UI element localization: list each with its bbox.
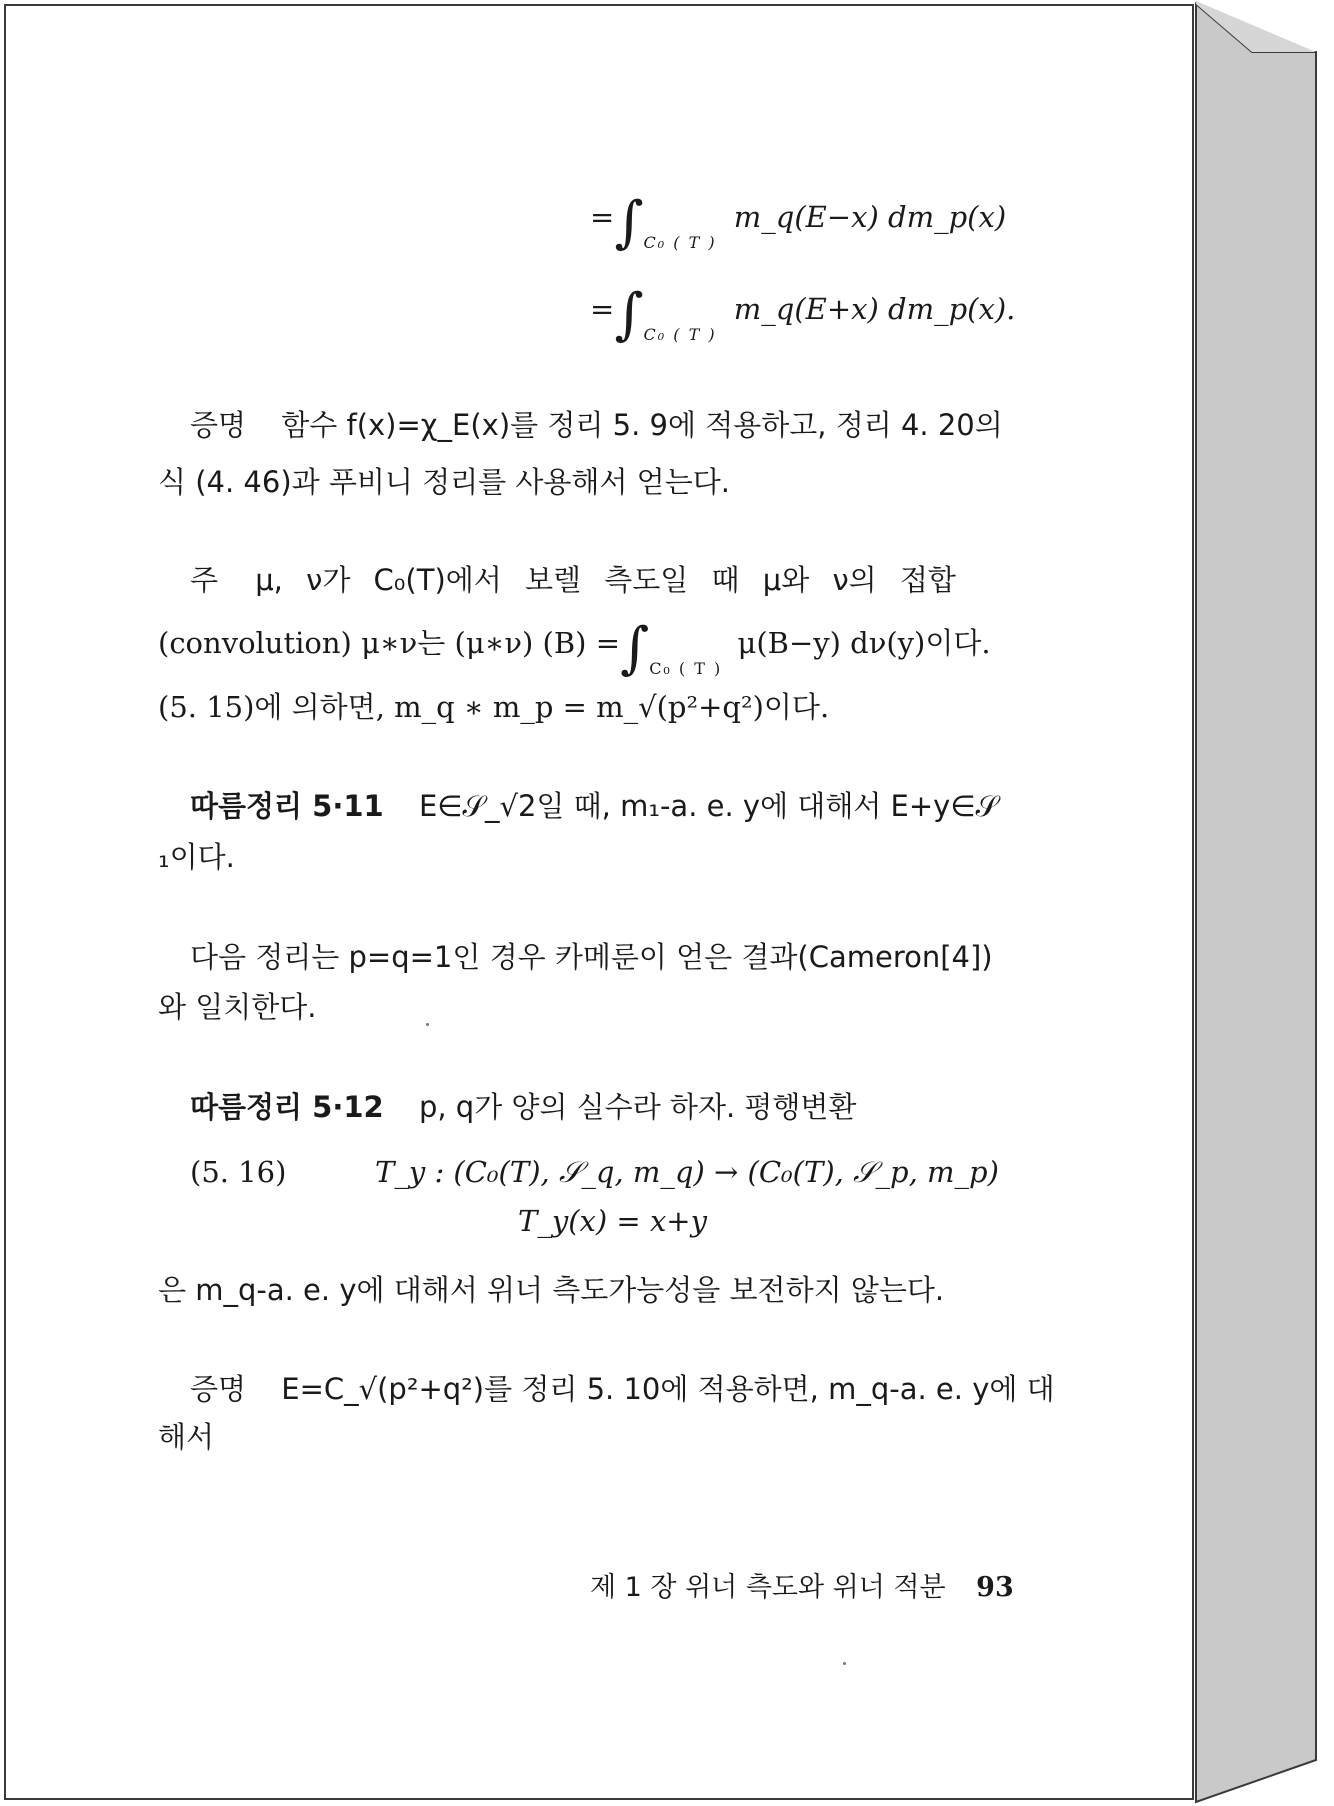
note-line-2: [158, 616, 991, 686]
proof-1-line-2: 식 (4. 46)과 푸비니 정리를 사용해서 얻는다.: [158, 465, 730, 499]
translation-definition-equation: T_y(x) = x+y: [518, 1204, 707, 1238]
corollary-label: 따름정리 5·12: [190, 1090, 384, 1124]
corollary-5-11-line-2: ₁이다.: [158, 840, 235, 874]
proof-label: 증명: [190, 408, 247, 442]
proof-text: E=C_√(p²+q²)를 정리 5. 10에 적용하면, m_q-a. e. y에 대: [281, 1372, 1055, 1406]
corollary-label: 따름정리 5·11: [190, 789, 384, 823]
proof-2-line-2: 해서: [158, 1420, 215, 1454]
corollary-5-12-line-1: [190, 1090, 856, 1124]
scan-speck: [843, 1662, 846, 1665]
equation-line-1: [590, 190, 1007, 260]
remark-line-1: 다음 정리는 p=q=1인 경우 카메룬이 얻은 결과(Cameron[4]): [190, 940, 993, 974]
integral-domain: C₀ ( T ): [643, 324, 717, 344]
note-line-3: (5. 15)에 의하면, m_q ∗ m_p = m_√(p²+q²)이다.: [158, 690, 830, 724]
equals-sign: =: [590, 292, 615, 326]
integral-sign-icon: ∫: [614, 190, 644, 255]
integral-domain: C₀ ( T ): [649, 658, 723, 678]
equation-number: (5. 16): [190, 1155, 287, 1189]
page-number: 93: [976, 1572, 1014, 1603]
note-convolution-text: (convolution) μ∗ν는 (μ∗ν) (B) =: [158, 626, 620, 660]
scan-speck: [426, 1023, 429, 1026]
proof-2-line-1: [190, 1372, 1055, 1406]
note-label: 주: [190, 563, 219, 597]
integral-domain: C₀ ( T ): [643, 232, 717, 252]
remark-line-2: 와 일치한다.: [158, 990, 317, 1024]
note-text: μ, ν가 C₀(T)에서 보렐 측도일 때 μ와 ν의 접합: [255, 563, 956, 597]
proof-1-line-1: [190, 408, 1003, 442]
corollary-5-12-line-2: 은 m_q-a. e. y에 대해서 위너 측도가능성을 보전하지 않는다.: [158, 1273, 945, 1307]
note-convolution-integrand: μ(B−y) dν(y)이다.: [737, 626, 991, 660]
running-footer: [590, 1571, 1014, 1605]
proof-text: 함수 f(x)=χ_E(x)를 정리 5. 9에 적용하고, 정리 4. 20의: [281, 408, 1003, 442]
corollary-text: E∈𝒮_√2일 때, m₁-a. e. y에 대해서 E+y∈𝒮: [418, 789, 999, 823]
chapter-title: 제 1 장 위너 측도와 위너 적분: [590, 1572, 946, 1603]
translation-map-equation: T_y : (C₀(T), 𝒮_q, m_q) → (C₀(T), 𝒮_p, m_p): [375, 1155, 999, 1189]
integral-sign-icon: ∫: [614, 282, 644, 347]
note-line-1: [190, 563, 956, 597]
integral-sign-icon: ∫: [620, 616, 650, 681]
equation-line-2: [590, 282, 1016, 352]
integrand: m_q(E+x) dm_p(x).: [733, 292, 1016, 326]
equals-sign: =: [590, 200, 615, 234]
integrand: m_q(E−x) dm_p(x): [733, 200, 1007, 234]
corollary-5-11-line-1: [190, 789, 998, 823]
corollary-text: p, q가 양의 실수라 하자. 평행변환: [418, 1090, 857, 1124]
proof-label: 증명: [190, 1372, 247, 1406]
